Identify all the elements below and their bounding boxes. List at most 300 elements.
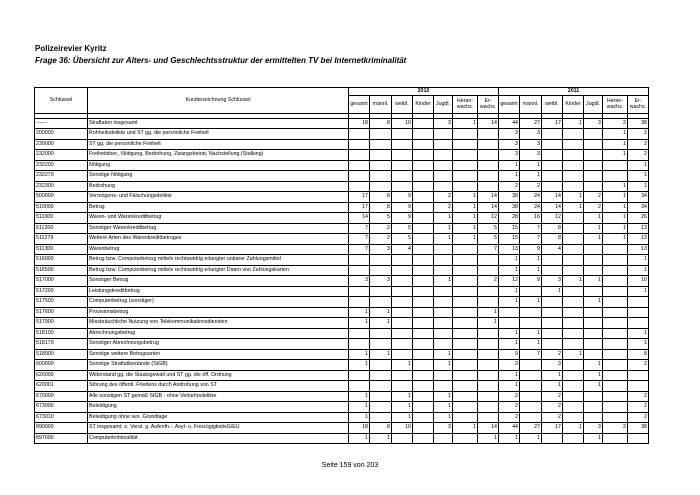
value-cell	[478, 160, 499, 171]
value-cell: 2	[499, 402, 520, 413]
value-cell	[349, 150, 370, 161]
value-cell: 14	[542, 192, 563, 203]
value-cell	[584, 255, 603, 266]
value-cell: 1	[542, 381, 563, 392]
value-cell	[628, 297, 649, 308]
value-cell	[453, 129, 478, 140]
value-cell	[413, 276, 434, 287]
value-cell	[603, 402, 628, 413]
value-cell	[478, 139, 499, 150]
value-cell	[563, 181, 584, 192]
value-cell: 1	[603, 213, 628, 224]
value-cell	[563, 265, 584, 276]
value-cell	[603, 412, 628, 423]
value-cell: 1	[370, 318, 392, 329]
value-cell	[603, 391, 628, 402]
table-row	[35, 360, 649, 371]
value-cell	[349, 171, 370, 182]
value-cell	[413, 423, 434, 434]
row-description: Abrechnungsbetrug	[88, 328, 349, 339]
value-cell: 1	[392, 402, 413, 413]
value-cell: 17	[349, 202, 370, 213]
value-cell	[370, 255, 392, 266]
table-row	[35, 339, 649, 350]
value-cell	[453, 255, 478, 266]
row-description: Sonstige Straftatbestände (StGB)	[88, 360, 349, 371]
value-cell: 3	[370, 276, 392, 287]
organization-title: Polizeirevier Kyritz	[35, 44, 107, 53]
value-cell: 44	[499, 423, 520, 434]
value-cell	[563, 307, 584, 318]
value-cell: 1	[499, 255, 520, 266]
value-cell	[349, 160, 370, 171]
row-key: 517500	[35, 297, 88, 308]
value-cell: 1	[434, 391, 453, 402]
value-cell	[478, 129, 499, 140]
value-cell: 3	[499, 150, 520, 161]
value-cell	[370, 402, 392, 413]
value-cell: 1	[563, 423, 584, 434]
row-key: 510000	[35, 202, 88, 213]
value-cell	[392, 139, 413, 150]
value-cell: 2	[499, 391, 520, 402]
value-cell: 1	[520, 171, 542, 182]
value-cell: 5	[478, 223, 499, 234]
value-cell	[603, 381, 628, 392]
row-description: Sonstiger Warenkreditbetrug	[88, 223, 349, 234]
value-cell: 38	[628, 423, 649, 434]
value-cell	[520, 286, 542, 297]
value-cell: 1	[520, 339, 542, 350]
value-cell: 2	[434, 192, 453, 203]
value-cell	[542, 297, 563, 308]
value-cell: 4	[542, 244, 563, 255]
value-cell: 8	[370, 202, 392, 213]
value-cell: 1	[453, 192, 478, 203]
value-cell: 1	[478, 318, 499, 329]
subcolumn-header: männl.	[370, 95, 392, 113]
subcolumn-header: Heran-wachs.	[603, 95, 628, 113]
value-cell	[392, 381, 413, 392]
value-cell: 2	[370, 223, 392, 234]
value-cell	[434, 297, 453, 308]
value-cell: 1	[584, 234, 603, 245]
value-cell: 5	[478, 234, 499, 245]
value-cell: 13	[628, 244, 649, 255]
value-cell	[563, 150, 584, 161]
value-cell: 38	[499, 202, 520, 213]
value-cell: 1	[434, 276, 453, 287]
value-cell	[520, 402, 542, 413]
table-row	[35, 181, 649, 192]
value-cell: 14	[542, 202, 563, 213]
value-cell	[413, 391, 434, 402]
table-row	[35, 433, 649, 444]
value-cell	[349, 381, 370, 392]
value-cell: 10	[392, 423, 413, 434]
value-cell	[349, 129, 370, 140]
value-cell	[563, 286, 584, 297]
value-cell	[563, 318, 584, 329]
value-cell	[392, 339, 413, 350]
value-cell	[453, 171, 478, 182]
value-cell: 38	[628, 118, 649, 129]
row-key: 518100	[35, 328, 88, 339]
value-cell	[478, 150, 499, 161]
row-key: 517200	[35, 286, 88, 297]
value-cell	[584, 150, 603, 161]
row-description: Computerbetrug (sonstiger)	[88, 297, 349, 308]
value-cell: 1	[603, 150, 628, 161]
value-cell	[453, 391, 478, 402]
value-cell	[413, 213, 434, 224]
row-key: 511200	[35, 223, 88, 234]
statistics-table	[34, 87, 649, 444]
value-cell	[478, 181, 499, 192]
value-cell	[453, 150, 478, 161]
value-cell	[434, 181, 453, 192]
value-cell: 8	[370, 192, 392, 203]
value-cell	[413, 370, 434, 381]
row-key: 516000	[35, 255, 88, 266]
value-cell: 8	[542, 234, 563, 245]
value-cell	[434, 160, 453, 171]
value-cell	[392, 318, 413, 329]
value-cell: 1	[584, 433, 603, 444]
value-cell: 7	[520, 349, 542, 360]
value-cell: 1	[584, 213, 603, 224]
value-cell	[453, 318, 478, 329]
value-cell	[563, 381, 584, 392]
value-cell: 3	[499, 129, 520, 140]
value-cell	[584, 160, 603, 171]
value-cell: 5	[392, 223, 413, 234]
value-cell	[370, 297, 392, 308]
subcolumn-header: gesamt	[349, 95, 370, 113]
value-cell	[413, 265, 434, 276]
value-cell: 1	[499, 286, 520, 297]
row-description: Sonstige Nötigung	[88, 171, 349, 182]
value-cell: 1	[349, 391, 370, 402]
value-cell	[370, 171, 392, 182]
value-cell: 13	[628, 234, 649, 245]
value-cell: 2	[603, 118, 628, 129]
value-cell: 38	[499, 192, 520, 203]
value-cell: 1	[370, 307, 392, 318]
table-row	[35, 423, 649, 434]
value-cell: 7	[520, 223, 542, 234]
value-cell	[584, 265, 603, 276]
subcolumn-header: weibl.	[542, 95, 563, 113]
value-cell	[349, 255, 370, 266]
table-row	[35, 318, 649, 329]
value-cell	[584, 318, 603, 329]
value-cell: 9	[392, 213, 413, 224]
row-description: ST insgesamt, o. Verst. g. Aufenth.-, Asyl- u. FreizügigkeitsG/EU	[88, 423, 349, 434]
value-cell: 14	[478, 423, 499, 434]
value-cell	[542, 139, 563, 150]
value-cell	[563, 139, 584, 150]
value-cell	[563, 391, 584, 402]
value-cell	[628, 381, 649, 392]
year-2010-header: 2010	[349, 88, 499, 96]
value-cell	[563, 160, 584, 171]
value-cell	[413, 286, 434, 297]
value-cell: 2	[603, 423, 628, 434]
value-cell: 2	[370, 234, 392, 245]
row-key: 200000	[35, 129, 88, 140]
value-cell	[413, 402, 434, 413]
row-description: Sonstiger Abrechnungsbetrug	[88, 339, 349, 350]
value-cell	[434, 433, 453, 444]
value-cell: 1	[392, 391, 413, 402]
value-cell: 14	[478, 118, 499, 129]
value-cell	[392, 297, 413, 308]
value-cell	[563, 129, 584, 140]
row-description: Vermögens- und Fälschungsdelikte	[88, 192, 349, 203]
value-cell	[370, 150, 392, 161]
value-cell: 16	[520, 213, 542, 224]
value-cell: 17	[349, 192, 370, 203]
value-cell: 2	[434, 202, 453, 213]
value-cell	[603, 360, 628, 371]
value-cell: 3	[499, 360, 520, 371]
value-cell: 1	[603, 223, 628, 234]
value-cell: 7	[349, 244, 370, 255]
value-cell	[392, 150, 413, 161]
value-cell: 1	[563, 202, 584, 213]
value-cell	[563, 213, 584, 224]
value-cell	[603, 297, 628, 308]
value-cell: 1	[453, 118, 478, 129]
value-cell	[453, 370, 478, 381]
value-cell	[603, 433, 628, 444]
row-description: Betrug bzw. Computerbetrug mittels rechtswidrig erlangter unbarer Zahlungsmittel	[88, 255, 349, 266]
value-cell	[392, 286, 413, 297]
value-cell: 3	[584, 423, 603, 434]
value-cell	[434, 286, 453, 297]
value-cell: 1	[628, 171, 649, 182]
value-cell	[603, 328, 628, 339]
row-description: Leistungskreditbetrug	[88, 286, 349, 297]
row-description: Bedrohung	[88, 181, 349, 192]
value-cell: 1	[392, 360, 413, 371]
value-cell	[349, 265, 370, 276]
value-cell	[413, 328, 434, 339]
value-cell	[392, 328, 413, 339]
value-cell: 15	[499, 223, 520, 234]
value-cell	[370, 265, 392, 276]
value-cell: 1	[499, 433, 520, 444]
value-cell	[499, 318, 520, 329]
value-cell: 3	[370, 244, 392, 255]
value-cell: 1	[520, 328, 542, 339]
value-cell	[628, 370, 649, 381]
value-cell: 2	[478, 276, 499, 287]
value-cell	[413, 244, 434, 255]
value-cell: 14	[478, 202, 499, 213]
value-cell	[563, 360, 584, 371]
table-row	[35, 192, 649, 203]
value-cell: 18	[349, 423, 370, 434]
value-cell	[413, 412, 434, 423]
value-cell	[603, 160, 628, 171]
subcolumn-header: Jugdl.	[434, 95, 453, 113]
row-description: Betrug bzw. Computerbetrug mittels rechtswidrig erlangter Daten von Zahlungskarten	[88, 265, 349, 276]
table-row	[35, 234, 649, 245]
value-cell	[542, 318, 563, 329]
value-cell: 12	[499, 276, 520, 287]
value-cell	[434, 328, 453, 339]
value-cell	[478, 339, 499, 350]
row-description: Waren- und Warenkreditbetrug	[88, 213, 349, 224]
value-cell	[478, 265, 499, 276]
value-cell: 1	[603, 181, 628, 192]
value-cell: 10	[392, 118, 413, 129]
value-cell: 1	[563, 349, 584, 360]
value-cell	[563, 370, 584, 381]
row-key: 511000	[35, 213, 88, 224]
value-cell	[392, 370, 413, 381]
value-cell	[413, 118, 434, 129]
row-key: 511300	[35, 244, 88, 255]
value-cell: 7	[349, 234, 370, 245]
value-cell	[563, 412, 584, 423]
value-cell	[392, 181, 413, 192]
value-cell	[542, 307, 563, 318]
value-cell	[349, 297, 370, 308]
subcolumn-header: männl.	[520, 95, 542, 113]
value-cell: 34	[628, 202, 649, 213]
value-cell: 1	[628, 286, 649, 297]
value-cell: 1	[453, 234, 478, 245]
subcolumn-header: gesamt	[499, 95, 520, 113]
value-cell: 9	[392, 192, 413, 203]
subcolumn-header: Kinder	[563, 95, 584, 113]
value-cell: 2	[542, 391, 563, 402]
value-cell	[520, 412, 542, 423]
value-cell: 18	[349, 118, 370, 129]
value-cell: 1	[628, 265, 649, 276]
row-description: Warenbetrug	[88, 244, 349, 255]
table-row	[35, 202, 649, 213]
value-cell	[413, 349, 434, 360]
value-cell	[603, 370, 628, 381]
value-cell	[349, 286, 370, 297]
value-cell	[370, 360, 392, 371]
value-cell	[392, 160, 413, 171]
value-cell	[478, 286, 499, 297]
value-cell: 3	[520, 129, 542, 140]
table-row	[35, 213, 649, 224]
row-description: Rohheitsdelikte und ST gg. die persönliche Freiheit	[88, 129, 349, 140]
row-key: 232300	[35, 181, 88, 192]
value-cell	[413, 192, 434, 203]
value-cell	[603, 307, 628, 318]
value-cell: 13	[628, 223, 649, 234]
value-cell: 1	[603, 129, 628, 140]
value-cell: 1	[584, 381, 603, 392]
row-key: 511279	[35, 234, 88, 245]
value-cell: 1	[434, 402, 453, 413]
value-cell	[520, 318, 542, 329]
key-header: Schlüssel	[35, 88, 88, 114]
row-key: 518900	[35, 349, 88, 360]
value-cell: 1	[434, 223, 453, 234]
value-cell	[453, 265, 478, 276]
value-cell	[584, 307, 603, 318]
value-cell: 2	[628, 391, 649, 402]
value-cell	[392, 171, 413, 182]
value-cell	[413, 234, 434, 245]
table-row	[35, 255, 649, 266]
value-cell	[413, 171, 434, 182]
value-cell	[453, 412, 478, 423]
row-key: 670000	[35, 391, 88, 402]
value-cell	[370, 391, 392, 402]
value-cell: 2	[542, 349, 563, 360]
value-cell: 1	[478, 433, 499, 444]
value-cell: 1	[520, 433, 542, 444]
value-cell: 3	[434, 423, 453, 434]
value-cell	[542, 181, 563, 192]
value-cell: 2	[628, 139, 649, 150]
value-cell: 24	[520, 202, 542, 213]
value-cell: 1	[453, 223, 478, 234]
value-cell	[520, 381, 542, 392]
row-key: 897000	[35, 433, 88, 444]
value-cell	[542, 129, 563, 140]
value-cell	[584, 349, 603, 360]
value-cell: 1	[520, 160, 542, 171]
value-cell: 2	[628, 412, 649, 423]
value-cell	[584, 171, 603, 182]
value-cell	[413, 360, 434, 371]
value-cell: 1	[584, 297, 603, 308]
row-key: 673010	[35, 412, 88, 423]
value-cell: 3	[520, 139, 542, 150]
row-description: Computerkriminalität	[88, 433, 349, 444]
value-cell: 1	[499, 171, 520, 182]
value-cell: 1	[349, 402, 370, 413]
value-cell: 1	[628, 328, 649, 339]
value-cell	[584, 328, 603, 339]
value-cell	[478, 370, 499, 381]
value-cell: 9	[499, 349, 520, 360]
value-cell	[434, 381, 453, 392]
value-cell: 1	[499, 328, 520, 339]
value-cell: 17	[542, 423, 563, 434]
value-cell: 1	[434, 412, 453, 423]
value-cell: 3	[542, 276, 563, 287]
table-row	[35, 139, 649, 150]
value-cell: 1	[349, 318, 370, 329]
value-cell: 2	[584, 192, 603, 203]
value-cell: 1	[628, 339, 649, 350]
value-cell	[434, 171, 453, 182]
value-cell	[603, 286, 628, 297]
value-cell	[453, 381, 478, 392]
value-cell	[349, 139, 370, 150]
row-description: Sonstige weitere Betrugsarten	[88, 349, 349, 360]
row-key: 500000	[35, 192, 88, 203]
value-cell	[584, 412, 603, 423]
value-cell: 1	[584, 276, 603, 287]
value-cell	[542, 265, 563, 276]
value-cell	[413, 255, 434, 266]
value-cell	[478, 297, 499, 308]
value-cell: 1	[434, 349, 453, 360]
